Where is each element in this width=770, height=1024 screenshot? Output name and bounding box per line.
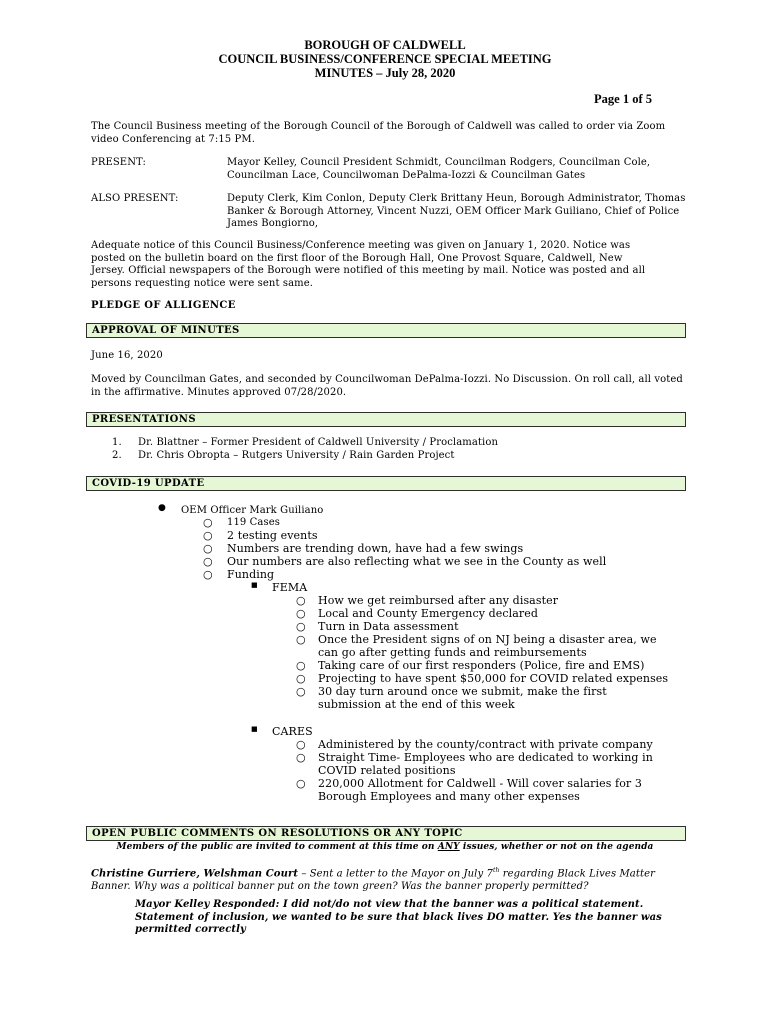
covid-item-cases: 119 Cases	[227, 517, 280, 528]
speaker-name: Christine Gurriere, Welshman Court	[91, 868, 299, 880]
circle-bullet-icon: ○	[296, 777, 306, 790]
mayor-response: Mayor Kelley Responded: I did not/do not view that the banner was a political statement. Statement of inclusion, we wanted to be sure that black lives DO matter. Yes the banner was permitted correctly	[135, 899, 662, 935]
circle-bullet-icon: ○	[296, 685, 306, 698]
covid-item-county: Our numbers are also reflecting what we see in the County as well	[227, 555, 607, 568]
cares-item: Straight Time- Employees who are dedicated to working in COVID related positions	[318, 751, 653, 777]
covid-item-testing: 2 testing events	[227, 529, 318, 542]
covid-officer: OEM Officer Mark Guiliano	[181, 505, 324, 516]
notice-paragraph: Adequate notice of this Council Business/Conference meeting was given on January 1, 2020. Notice was posted on the bulletin board on the first floor of the Borough Hall, One Provost Square, Caldwell, New Jersey. Official newspapers of the Borough were notified of this meeting by mail. Notice was posted and all persons requesting notice were sent same.	[91, 240, 646, 289]
pledge-heading: PLEDGE OF ALLIGENCE	[91, 300, 236, 311]
presentation-2: Dr. Chris Obropta – Rutgers University / Rain Garden Project	[138, 449, 455, 461]
circle-bullet-icon: ○	[203, 555, 213, 568]
circle-bullet-icon: ○	[296, 751, 306, 764]
page-number: Page 1 of 5	[594, 92, 652, 106]
fema-item: Once the President signs of on NJ being a disaster area, we can go after getting funds and reimbursements	[318, 633, 657, 659]
intro-paragraph: The Council Business meeting of the Borough Council of the Borough of Caldwell was called to order via Zoom video Conferencing at 7:15 PM.	[91, 121, 666, 145]
meeting-type: COUNCIL BUSINESS/CONFERENCE SPECIAL MEETING	[218, 52, 552, 66]
circle-bullet-icon: ○	[203, 568, 213, 581]
present-label: PRESENT:	[91, 157, 146, 168]
presentation-1: Dr. Blattner – Former President of Caldwell University / Proclamation	[138, 437, 498, 448]
fema-item: Taking care of our first responders (Police, fire and EMS)	[318, 659, 645, 672]
circle-bullet-icon: ○	[296, 594, 306, 607]
list-item: 1. Dr. Blattner – Former President of Caldwell University / Proclamation	[112, 437, 498, 448]
minutes-date: MINUTES – July 28, 2020	[314, 66, 456, 80]
covid-item-funding: Funding	[227, 568, 275, 581]
fema-label: FEMA	[272, 581, 308, 594]
square-bullet-icon: ■	[251, 725, 258, 733]
approval-motion: Moved by Councilman Gates, and seconded by Councilwoman DePalma-Iozzi. No Discussion. On roll call, all voted in the affirmative. Minutes approved 07/28/2020.	[91, 374, 683, 398]
presentations-list	[112, 437, 498, 462]
public-comment: Christine Gurriere, Welshman Court – Sent a letter to the Mayor on July 7th regarding Black Lives Matter Banner. Why was a political banner put on the town green? Was the banner properly permitted?	[91, 867, 655, 892]
present-list: Mayor Kelley, Council President Schmidt, Councilman Rodgers, Councilman Cole, Councilman Lace, Councilwoman DePalma-Iozzi & Councilman Gates	[227, 157, 651, 181]
fema-item: How we get reimbursed after any disaster	[318, 594, 559, 607]
square-bullet-icon: ■	[251, 581, 258, 589]
document-title	[0, 38, 770, 80]
circle-bullet-icon: ○	[203, 516, 213, 529]
also-present-list: Deputy Clerk, Kim Conlon, Deputy Clerk Brittany Heun, Borough Administrator, Thomas Banker & Borough Attorney, Vincent Nuzzi, OEM Officer Mark Guiliano, Chief of Police James Bongiorno,	[227, 193, 686, 229]
circle-bullet-icon: ○	[296, 620, 306, 633]
circle-bullet-icon: ○	[203, 529, 213, 542]
fema-item: Projecting to have spent $50,000 for COVID related expenses	[318, 672, 669, 685]
covid-item-trend: Numbers are trending down, have had a few swings	[227, 542, 524, 555]
public-comments-heading: OPEN PUBLIC COMMENTS ON RESOLUTIONS OR ANY TOPIC	[86, 826, 686, 841]
presentations-heading: PRESENTATIONS	[86, 412, 686, 427]
fema-item: 30 day turn around once we submit, make the first submission at the end of this week	[318, 685, 607, 711]
circle-bullet-icon: ○	[296, 659, 306, 672]
covid-heading: COVID-19 UPDATE	[86, 476, 686, 491]
list-item: 2. Dr. Chris Obropta – Rutgers University / Rain Garden Project	[112, 449, 455, 461]
circle-bullet-icon: ○	[296, 633, 306, 646]
borough-name: BOROUGH OF CALDWELL	[304, 38, 466, 52]
fema-item: Turn in Data assessment	[318, 620, 459, 633]
circle-bullet-icon: ○	[296, 738, 306, 751]
bullet-disc-icon: ●	[158, 503, 166, 513]
cares-label: CARES	[272, 725, 313, 738]
fema-item: Local and County Emergency declared	[318, 607, 539, 620]
public-comments-note: Members of the public are invited to comment at this time on ANY issues, whether or not on the agenda	[116, 842, 654, 852]
circle-bullet-icon: ○	[296, 607, 306, 620]
cares-item: Administered by the county/contract with private company	[318, 738, 653, 751]
also-present-label: ALSO PRESENT:	[91, 193, 179, 204]
cares-item: 220,000 Allotment for Caldwell - Will cover salaries for 3 Borough Employees and many other expenses	[318, 777, 642, 803]
approval-heading: APPROVAL OF MINUTES	[86, 323, 686, 338]
circle-bullet-icon: ○	[203, 542, 213, 555]
approval-date: June 16, 2020	[91, 350, 163, 361]
circle-bullet-icon: ○	[296, 672, 306, 685]
